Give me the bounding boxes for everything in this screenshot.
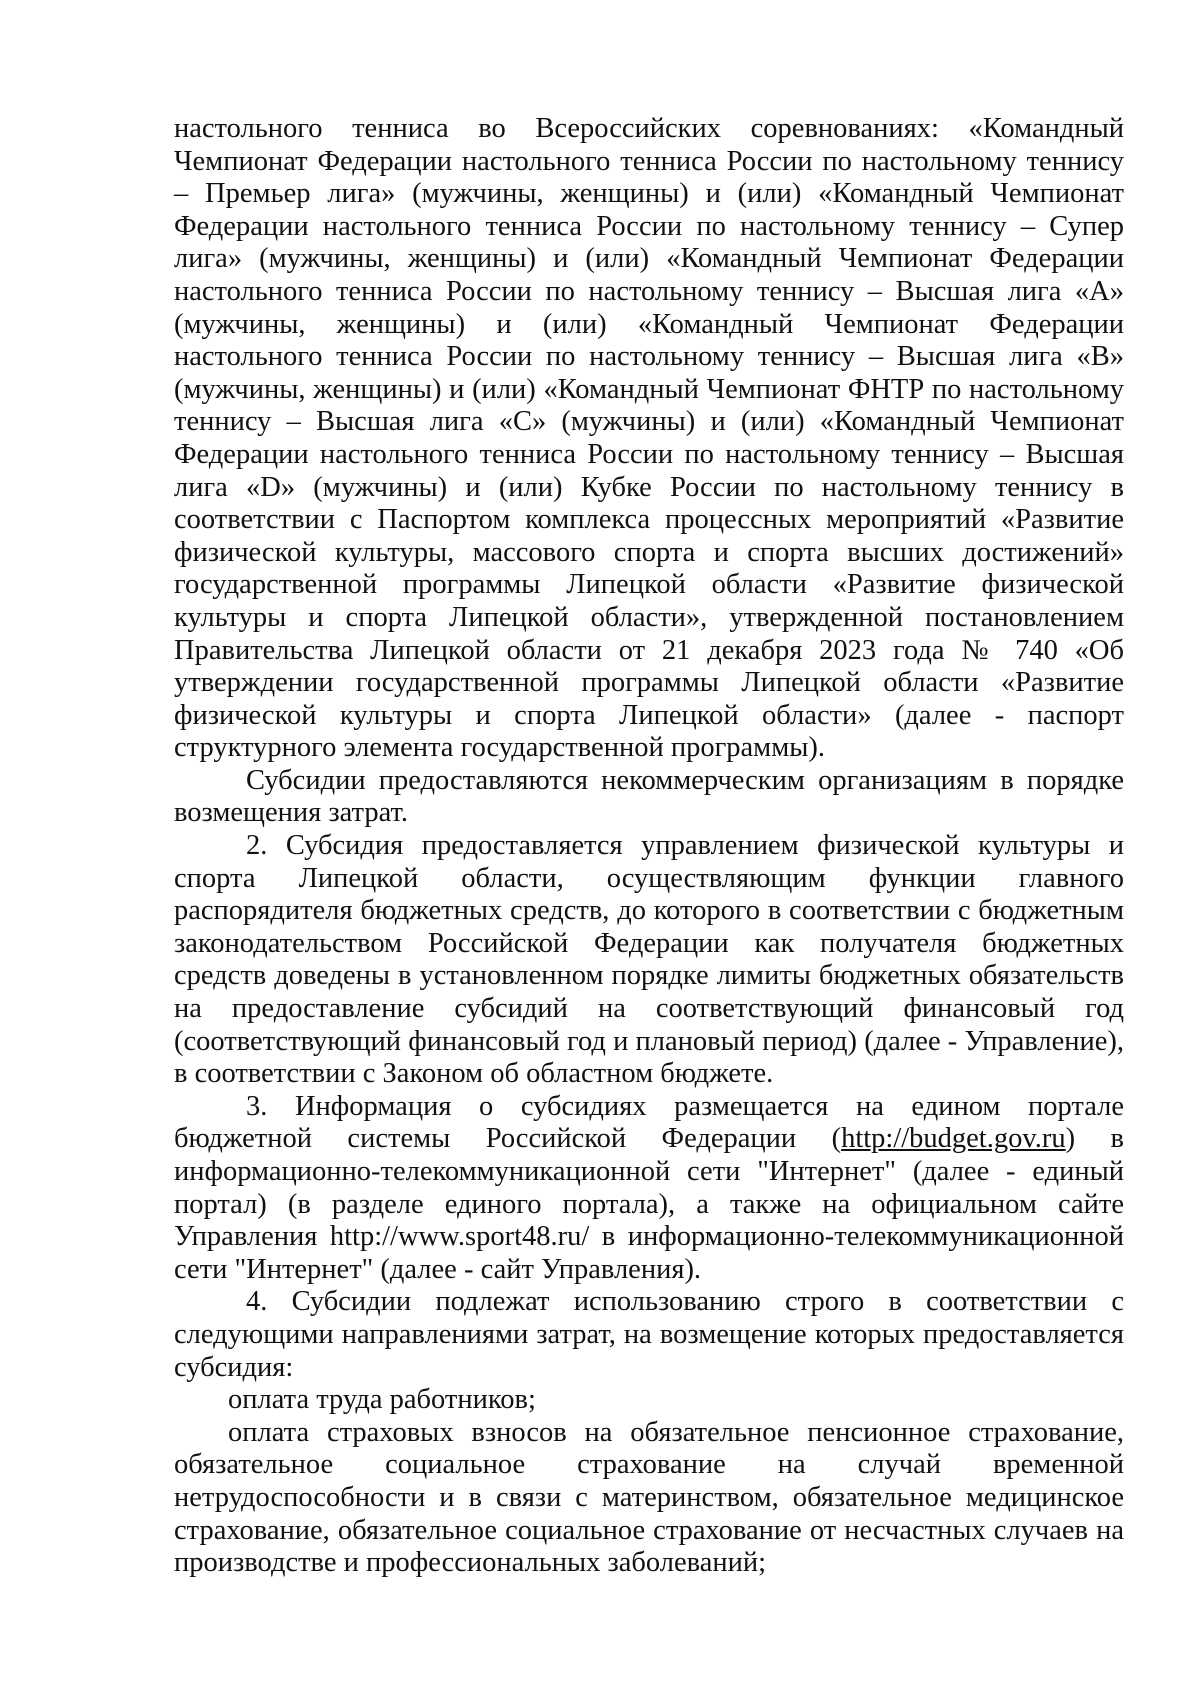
paragraph-item-4: 4. Субсидии подлежат использованию строго в соответствии с следующими направлениями затрат, на возмещение которых предоставляется субсидия: xyxy=(174,1286,1124,1383)
paragraph-item-3 xyxy=(174,1091,1124,1287)
paragraph-subsidies-nonprofit: Субсидии предоставляются некоммерческим организациям в порядке возмещения затрат. xyxy=(174,764,1124,829)
paragraph-item-2: 2. Субсидия предоставляется управлением физической культуры и спорта Липецкой области, осуществляющим функции главного распорядителя бюджетных средств, до которого в соответствии с бюджетным законодательством Российской Федерации как получателя бюджетных средств доведены в установленном порядке лимиты бюджетных обязательств на предоставление субсидий на соответствующий финансовый год (соответствующий финансовый год и плановый период) (далее - Управление), в соответствии с Законом об областном бюджете. xyxy=(174,830,1124,1090)
budget-portal-link[interactable]: http://budget.gov.ru xyxy=(841,1123,1066,1155)
document-body xyxy=(174,113,1124,1580)
list-item-insurance: оплата страховых взносов на обязательное пенсионное страхование, обязательное социальное страхование на случай временной нетрудоспособности и в связи с материнством, обязательное медицинское страхование, обязательное социальное страхование от несчастных случаев на производстве и профессиональных заболеваний; xyxy=(174,1416,1124,1579)
list-item-wages: оплата труда работников; xyxy=(228,1384,536,1416)
item-3-text-end: ) в информационно-телекоммуникационной сети "Интернет" (далее - единый портал) (в разделе единого портала), а также на официальном сайте Управления http://www.sport48.ru/ в информационно-телекоммуникационной сети "Интернет" (далее - сайт Управления). xyxy=(174,1123,1124,1285)
paragraph-competitions: настольного тенниса во Всероссийских соревнованиях: «Командный Чемпионат Федерации настольного тенниса России по настольному теннису – Премьер лига» (мужчины, женщины) и (или) «Командный Чемпионат Федерации настольного тенниса России по настольному теннису – Супер лига» (мужчины, женщины) и (или) «Командный Чемпионат Федерации настольного тенниса России по настольному теннису – Высшая лига «А» (мужчины, женщины) и (или) «Командный Чемпионат Федерации настольного тенниса России по настольному теннису – Высшая лига «В» (мужчины, женщины) и (или) «Командный Чемпионат ФНТР по настольному теннису – Высшая лига «С» (мужчины) и (или) «Командный Чемпионат Федерации настольного тенниса России по настольному теннису – Высшая лига «D» (мужчины) и (или) Кубке России по настольному теннису в соответствии с Паспортом комплекса процессных мероприятий «Развитие физической культуры, массового спорта и спорта высших достижений» государственной программы Липецкой области «Развитие физической культуры и спорта Липецкой области», утвержденной постановлением Правительства Липецкой области от 21 декабря 2023 года № 740 «Об утверждении государственной программы Липецкой области «Развитие физической культуры и спорта Липецкой области» (далее - паспорт структурного элемента государственной программы). xyxy=(174,113,1124,764)
item-3-text-start: 3. Информация о субсидиях размещается на едином портале бюджетной системы Российской Федерации ( xyxy=(174,1090,1124,1155)
